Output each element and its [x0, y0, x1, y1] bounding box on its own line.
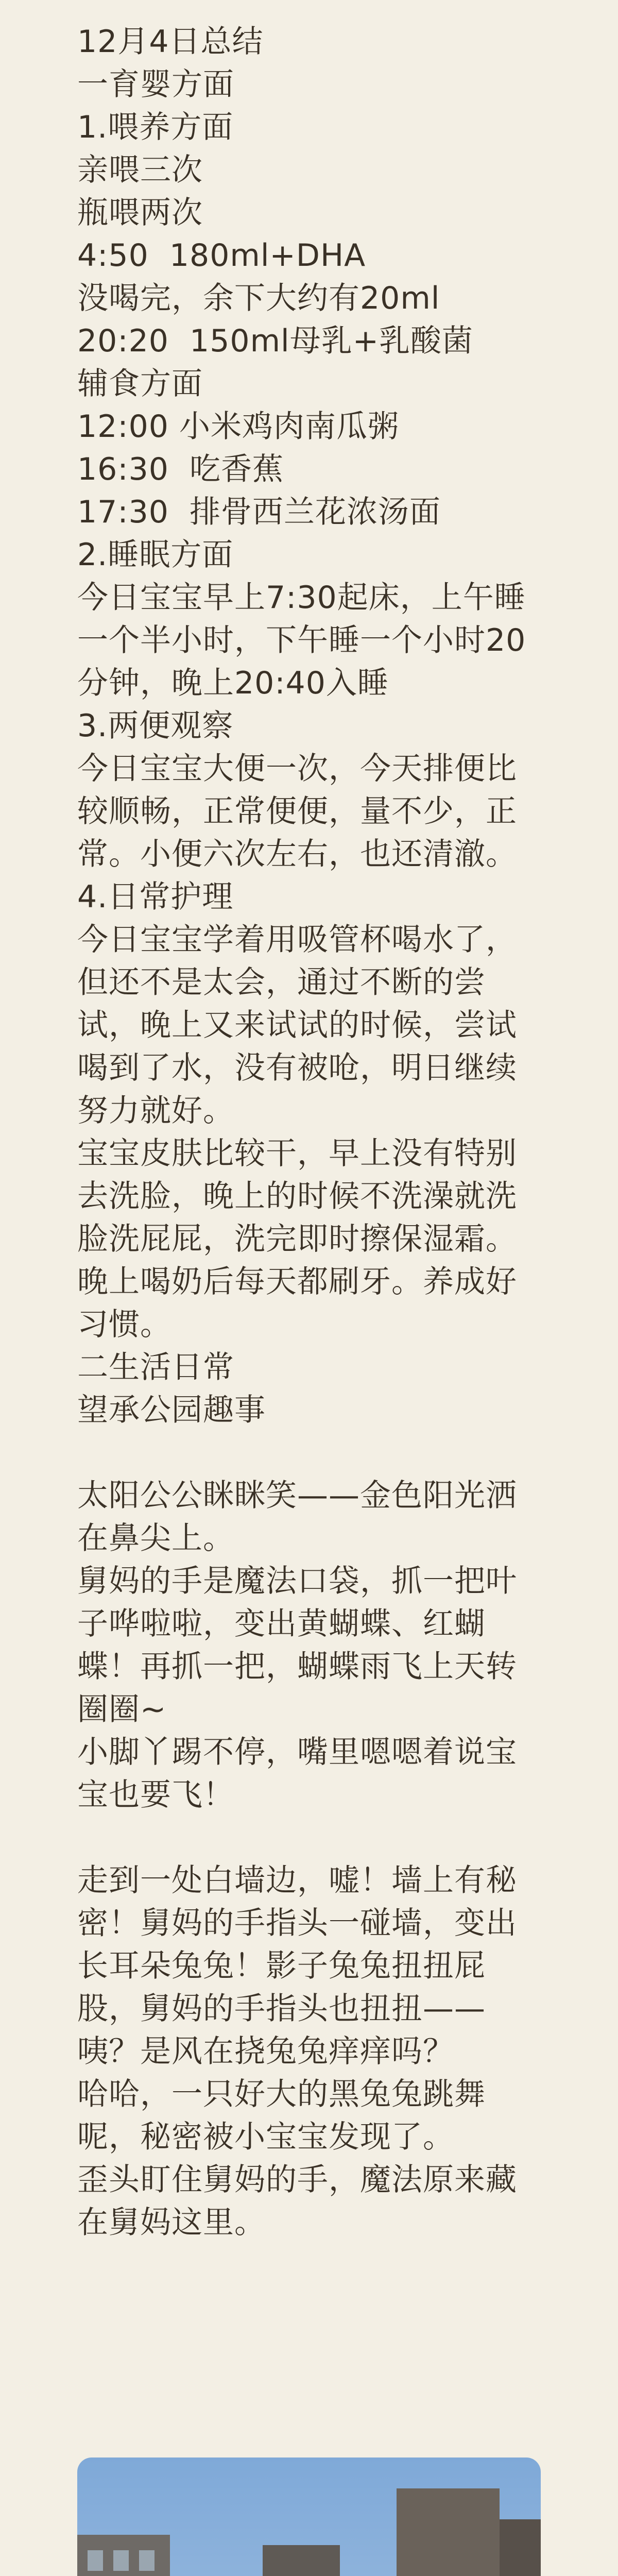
note-line: 17:30 排骨西兰花浓汤面	[77, 494, 441, 530]
blank-line	[77, 1432, 541, 1475]
note-line: 瓶喂两次	[77, 195, 203, 231]
note-line: 20:20 150ml母乳+乳酸菌	[77, 323, 473, 359]
note-line: 没喝完，余下大约有20ml	[77, 280, 440, 316]
section-heading: 3.两便观察	[77, 708, 234, 744]
note-line: 辅食方面	[77, 366, 203, 402]
section-heading: 二生活日常	[77, 1349, 234, 1385]
note-line: 2.睡眠方面	[77, 537, 234, 573]
story-paragraph: 太阳公公眯眯笑——金色阳光洒在鼻尖上。	[77, 1478, 517, 1556]
stroller-photo-1[interactable]	[77, 2458, 541, 2576]
story-paragraph: 走到一处白墙边，嘘！墙上有秘密！舅妈的手指头一碰墙，变出长耳朵兔兔！影子兔兔扭扭屁股，舅妈的手指头也扭扭——咦？是风在挠兔兔痒痒吗？	[77, 1862, 517, 2070]
story-paragraph: 舅妈的手是魔法口袋，抓一把叶子哗啦啦，变出黄蝴蝶、红蝴蝶！再抓一把，蝴蝶雨飞上天转圈圈~	[77, 1563, 517, 1727]
blank-line	[77, 1817, 541, 1859]
note-line: 12:00 小米鸡肉南瓜粥	[77, 409, 399, 445]
note-line: 亲喂三次	[77, 152, 203, 188]
note-line: 12月4日总结	[77, 24, 264, 60]
sleep-paragraph: 今日宝宝早上7:30起床，上午睡一个半小时，下午睡一个小时20分钟，晚上20:40入睡	[77, 580, 526, 701]
note-line: 16:30 吃香蕉	[77, 451, 284, 487]
note-line: 1.喂养方面	[77, 109, 234, 145]
note-line: 一育婴方面	[77, 66, 234, 103]
story-paragraph: 歪头盯住舅妈的手，魔法原来藏在舅妈这里。	[77, 2162, 517, 2241]
story-paragraph: 哈哈，一只好大的黑兔兔跳舞呢，秘密被小宝宝发现了。	[77, 2076, 486, 2155]
note-content	[77, 21, 541, 2244]
section-heading: 望承公园趣事	[77, 1392, 266, 1428]
care-paragraph: 今日宝宝学着用吸管杯喝水了，但还不是太会，通过不断的尝试，晚上又来试试的时候，尝试喝到了水，没有被呛，明日继续努力就好。	[77, 922, 517, 1129]
toilet-paragraph: 今日宝宝大便一次，今天排便比较顺畅，正常便便，量不少，正常。小便六次左右，也还清澈。	[77, 751, 517, 872]
care-paragraph: 宝宝皮肤比较干，早上没有特别去洗脸，晚上的时候不洗澡就洗脸洗屁屁，洗完即时擦保湿霜。晚上喝奶后每天都刷牙。养成好习惯。	[77, 1136, 517, 1343]
section-heading: 4.日常护理	[77, 879, 234, 915]
story-paragraph: 小脚丫踢不停，嘴里嗯嗯着说宝宝也要飞！	[77, 1734, 517, 1813]
note-line: 4:50 180ml+DHA	[77, 238, 366, 274]
